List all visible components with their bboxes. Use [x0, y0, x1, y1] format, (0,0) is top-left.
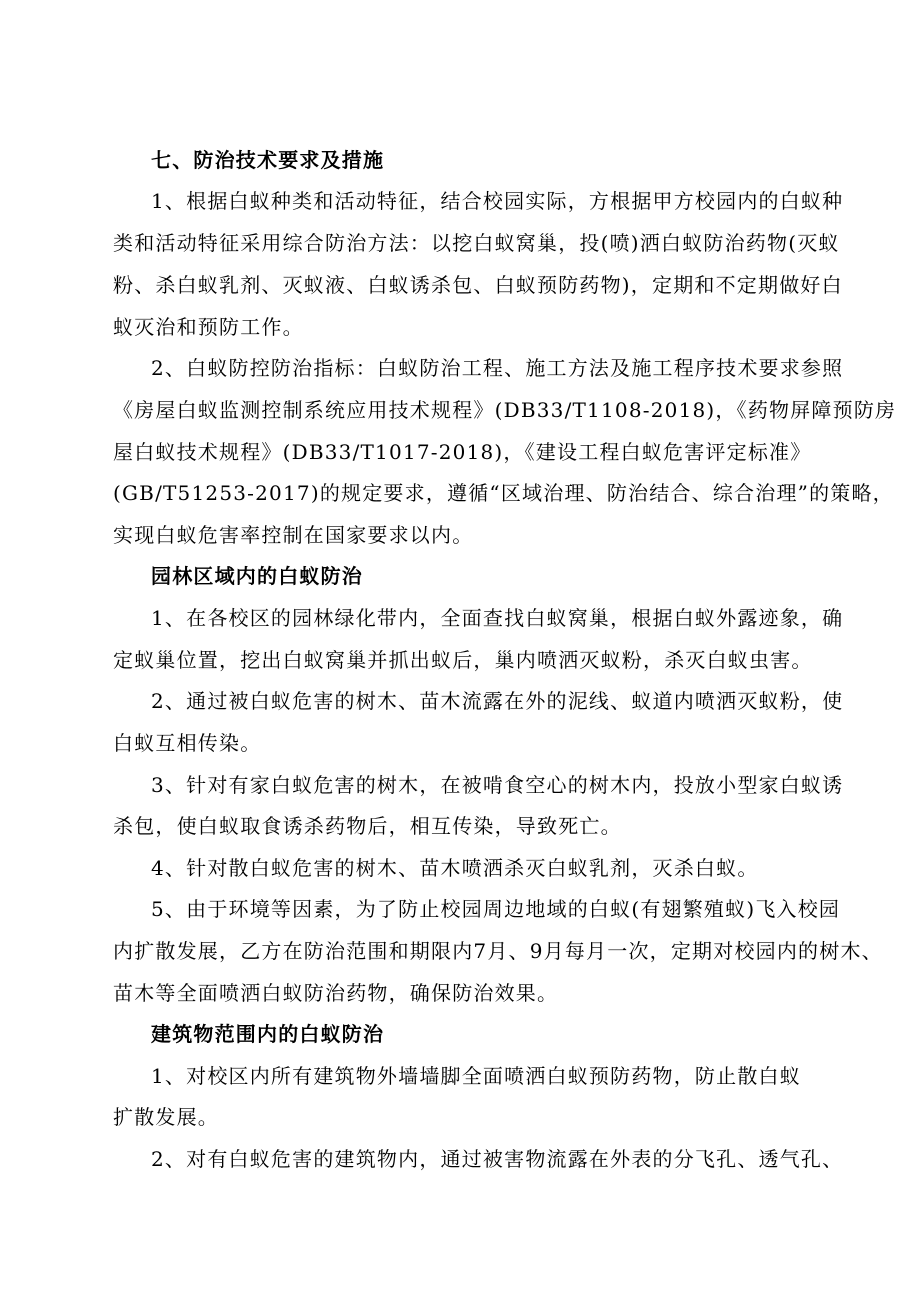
garden-item-line: 内扩散发展，乙方在防治范围和期限内7月、9月每月一次，定期对校园内的树木、 [113, 939, 883, 963]
building-item-line: 扩散发展。 [113, 1105, 219, 1129]
paragraph-line: 粉、杀白蚁乳剂、灭蚁液、白蚁诱杀包、白蚁预防药物)，定期和不定期做好白 [113, 273, 843, 297]
garden-item-line: 白蚁互相传染。 [113, 731, 262, 755]
garden-item-line: 2、通过被白蚁危害的树木、苗木流露在外的泥线、蚁道内喷洒灭蚁粉，使 [151, 689, 844, 713]
building-item-line: 2、对有白蚁危害的建筑物内，通过被害物流露在外表的分飞孔、透气孔、 [151, 1147, 844, 1171]
garden-item-line: 1、在各校区的园林绿化带内，全面查找白蚁窝巢，根据白蚁外露迹象，确 [151, 606, 844, 630]
garden-item-line: 3、针对有家白蚁危害的树木，在被啃食空心的树木内，投放小型家白蚁诱 [151, 773, 844, 797]
paragraph-line: 蚁灭治和预防工作。 [113, 315, 304, 339]
paragraph-line: 类和活动特征采用综合防治方法：以挖白蚁窝巢，投(喷)洒白蚁防治药物(灭蚁 [113, 231, 840, 255]
paragraph-line: 《房屋白蚁监测控制系统应用技术规程》(DB33/T1108-2018)，《药物屏障预防房 [113, 398, 897, 422]
garden-heading: 园林区域内的白蚁防治 [151, 564, 363, 588]
garden-item-line: 4、针对散白蚁危害的树木、苗木喷洒杀灭白蚁乳剂，灭杀白蚁。 [151, 856, 759, 880]
paragraph-line: 1、根据白蚁种类和活动特征，结合校园实际，方根据甲方校园内的白蚁种 [151, 189, 844, 213]
paragraph-line: 2、白蚁防控防治指标：白蚁防治工程、施工方法及施工程序技术要求参照 [151, 356, 844, 380]
section-title: 七、防治技术要求及措施 [151, 148, 385, 172]
garden-item-line: 5、由于环境等因素，为了防止校园周边地域的白蚁(有翅繁殖蚁)飞入校园 [151, 897, 841, 921]
paragraph-line: (GB/T51253-2017)的规定要求，遵循“区域治理、防治结合、综合治理”的策略， [113, 481, 894, 505]
garden-item-line: 杀包，使白蚁取食诱杀药物后，相互传染，导致死亡。 [113, 814, 622, 838]
garden-item-line: 定蚁巢位置，挖出白蚁窝巢并抓出蚁后，巢内喷洒灭蚁粉，杀灭白蚁虫害。 [113, 648, 813, 672]
garden-item-line: 苗木等全面喷洒白蚁防治药物，确保防治效果。 [113, 981, 559, 1005]
paragraph-line: 实现白蚁危害率控制在国家要求以内。 [113, 523, 474, 547]
building-item-line: 1、对校区内所有建筑物外墙墙脚全面喷洒白蚁预防药物，防止散白蚁 [151, 1064, 801, 1088]
paragraph-line: 屋白蚁技术规程》(DB33/T1017-2018)，《建设工程白蚁危害评定标准》 [113, 440, 812, 464]
building-heading: 建筑物范围内的白蚁防治 [151, 1022, 385, 1046]
